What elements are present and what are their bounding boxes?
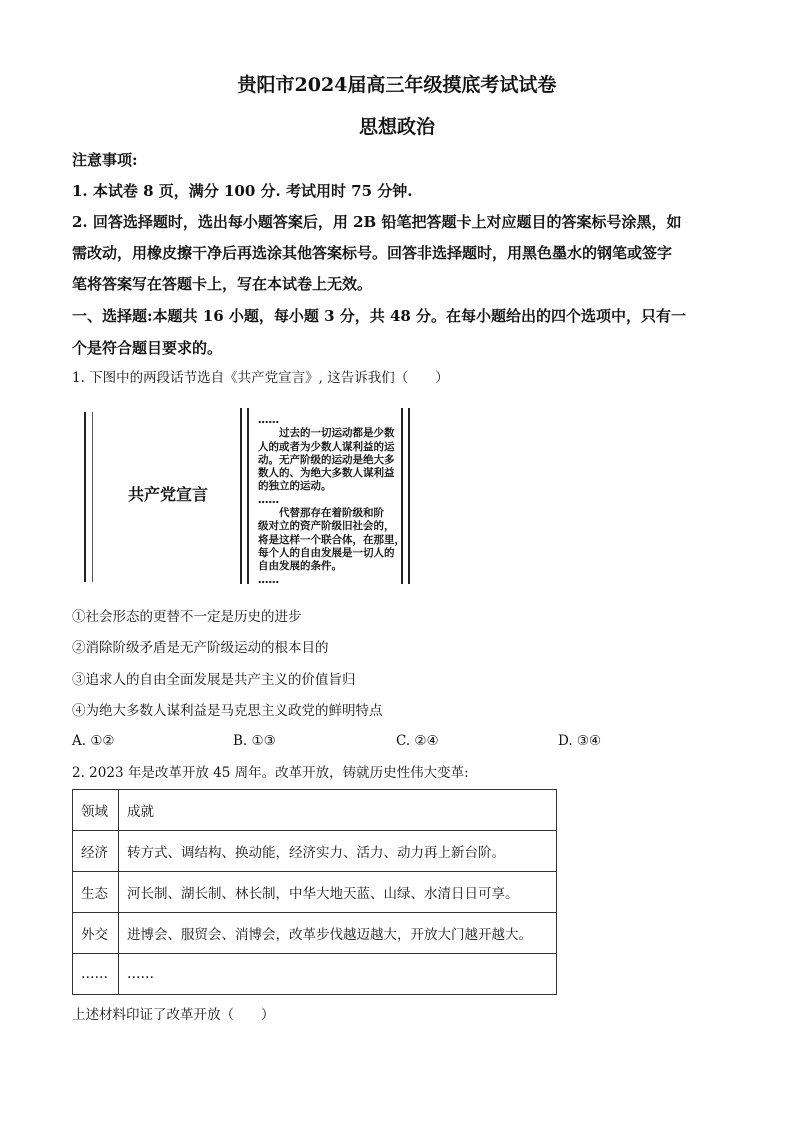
notice-item-1: 1. 本试卷 8 页，满分 100 分. 考试用时 75 分钟. — [72, 182, 413, 200]
option-b: B. ①③ — [233, 733, 276, 749]
option-a: A. ①② — [72, 733, 115, 749]
table-row — [73, 872, 557, 913]
notice-item-2-line-2: 需改动，用橡皮擦干净后再选涂其他答案标号。回答非选择题时，用黑色墨水的钢笔或签字 — [72, 244, 673, 262]
excerpt-left-border — [240, 408, 249, 584]
notice-item-2-line-1: 2. 回答选择题时，选出每小题答案后，用 2B 铅笔把答题卡上对应题目的答案标号涂黑，如 — [72, 213, 682, 231]
table-cell: 进博会、服贸会、消博会，改革步伐越迈越大，开放大门越开越大。 — [119, 913, 557, 954]
question-2-prompt: 上述材料印证了改革开放（ ） — [72, 1007, 275, 1023]
table-cell: 转方式、调结构、换动能，经济实力、活力、动力再上新台阶。 — [119, 831, 557, 872]
table-header-cell: 成就 — [119, 790, 557, 831]
table-cell: 河长制、湖长制、林长制，中华大地天蓝、山绿、水清日日可享。 — [119, 872, 557, 913]
manifesto-excerpt-image — [240, 408, 410, 584]
option-c: C. ②④ — [396, 733, 439, 749]
cover-spine — [84, 412, 93, 582]
question-1-stem: 1. 下图中的两段话节选自《共产党宣言》, 这告诉我们（ ） — [72, 370, 449, 386]
option-d: D. ③④ — [558, 733, 602, 749]
manifesto-caption: 共产党宣言 — [128, 485, 209, 504]
excerpt-right-border — [401, 408, 410, 584]
table-cell: 生态 — [73, 872, 119, 913]
notice-item-2-line-3: 笔将答案写在答题卡上，写在本试卷上无效。 — [72, 275, 373, 293]
notice-heading: 注意事项: — [72, 151, 138, 169]
table-header-row — [73, 790, 557, 831]
table-row — [73, 913, 557, 954]
table-cell: 外交 — [73, 913, 119, 954]
statement-4: ④为绝大多数人谋利益是马克思主义政党的鲜明特点 — [72, 703, 383, 719]
question-2-stem: 2. 2023 年是改革开放 45 周年。改革开放，铸就历史性伟大变革: — [72, 765, 469, 781]
table-header-cell: 领域 — [73, 790, 119, 831]
table-cell: 经济 — [73, 831, 119, 872]
table-row — [73, 954, 557, 995]
manifesto-excerpt-text: …… 过去的一切运动都是少数 人的或者为少数人谋利益的运 动。无产阶级的运动是绝大多 数人的、为绝大多数人谋利益 的独立的运动。 …… 代替那存在着阶级和阶 级对立的资产阶级旧社会的， 将是这样一个联合体，在那里， 每个人的自由发展是一切人的 自由发展的条件。 …… — [258, 414, 405, 586]
section-heading-line-2: 个是符合题目要求的。 — [72, 339, 223, 357]
exam-title: 贵阳市2024届高三年级摸底考试试卷 — [237, 74, 557, 96]
section-heading-line-1: 一、选择题:本题共 16 小题，每小题 3 分，共 48 分。在每小题给出的四个选项中，只有一 — [72, 307, 687, 325]
table-row — [73, 831, 557, 872]
reform-achievements-table — [72, 789, 557, 995]
statement-3: ③追求人的自由全面发展是共产主义的价值旨归 — [72, 672, 356, 688]
statement-1: ①社会形态的更替不一定是历史的进步 — [72, 609, 302, 625]
manifesto-cover-image — [82, 412, 232, 582]
table-cell: …… — [73, 954, 119, 995]
table-cell: …… — [119, 954, 557, 995]
subject-title: 思想政治 — [358, 116, 435, 138]
statement-2: ②消除阶级矛盾是无产阶级运动的根本目的 — [72, 640, 329, 656]
